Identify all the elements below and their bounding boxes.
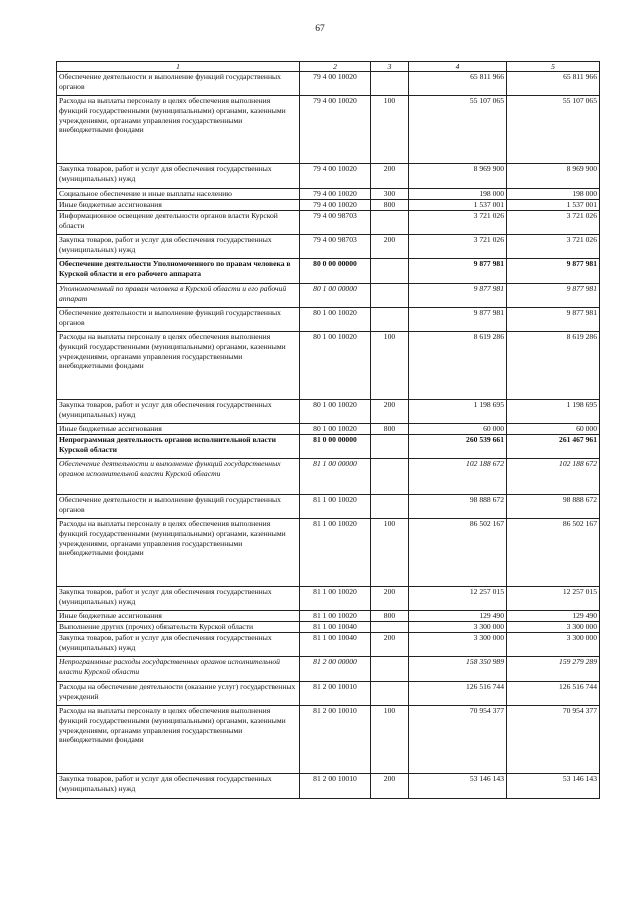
row-value-2: 98 888 672 bbox=[507, 495, 600, 519]
row-value-2: 3 721 026 bbox=[507, 235, 600, 259]
row-value-1: 126 516 744 bbox=[409, 682, 507, 706]
row-name: Социальное обеспечение и иные выплаты населению bbox=[57, 189, 300, 200]
row-type bbox=[371, 284, 409, 308]
row-type: 200 bbox=[371, 633, 409, 657]
row-type: 800 bbox=[371, 424, 409, 435]
row-type: 200 bbox=[371, 164, 409, 189]
row-value-2: 70 954 377 bbox=[507, 706, 600, 774]
table-row bbox=[57, 211, 600, 235]
row-code: 79 4 00 98703 bbox=[300, 211, 371, 235]
row-code: 80 1 00 00000 bbox=[300, 284, 371, 308]
row-value-2: 198 000 bbox=[507, 189, 600, 200]
row-name: Обеспечение деятельности Уполномоченного по правам человека в Курской области и его рабочего аппарата bbox=[57, 259, 300, 284]
row-type: 800 bbox=[371, 200, 409, 211]
table-row bbox=[57, 72, 600, 96]
row-value-1: 3 721 026 bbox=[409, 235, 507, 259]
row-name: Закупка товаров, работ и услуг для обеспечения государственных (муниципальных) нужд bbox=[57, 164, 300, 189]
row-code: 81 0 00 00000 bbox=[300, 435, 371, 459]
row-type bbox=[371, 682, 409, 706]
header-cell: 5 bbox=[507, 62, 600, 72]
table-row bbox=[57, 164, 600, 189]
row-value-2: 1 198 695 bbox=[507, 400, 600, 424]
row-value-1: 86 502 167 bbox=[409, 519, 507, 587]
row-value-1: 65 811 966 bbox=[409, 72, 507, 96]
table-row bbox=[57, 519, 600, 587]
row-value-1: 60 000 bbox=[409, 424, 507, 435]
row-value-2: 53 146 143 bbox=[507, 774, 600, 799]
row-value-1: 9 877 981 bbox=[409, 259, 507, 284]
row-code: 81 1 00 10020 bbox=[300, 519, 371, 587]
row-code: 79 4 00 10020 bbox=[300, 72, 371, 96]
row-value-2: 8 969 900 bbox=[507, 164, 600, 189]
budget-table bbox=[56, 61, 600, 799]
row-value-2: 9 877 981 bbox=[507, 284, 600, 308]
table-row bbox=[57, 774, 600, 799]
row-name: Обеспечение деятельности и выполнение функций государственных органов исполнительной власти Курской области bbox=[57, 459, 300, 495]
row-value-1: 12 257 015 bbox=[409, 587, 507, 611]
header-row bbox=[57, 62, 600, 72]
table-row bbox=[57, 495, 600, 519]
row-name: Иные бюджетные ассигнования bbox=[57, 611, 300, 622]
row-name: Закупка товаров, работ и услуг для обеспечения государственных (муниципальных) нужд bbox=[57, 633, 300, 657]
row-type: 200 bbox=[371, 587, 409, 611]
row-name: Расходы на обеспечение деятельности (оказание услуг) государственных учреждений bbox=[57, 682, 300, 706]
row-code: 81 2 00 10010 bbox=[300, 706, 371, 774]
table-row bbox=[57, 200, 600, 211]
row-code: 81 1 00 10020 bbox=[300, 611, 371, 622]
row-code: 79 4 00 10020 bbox=[300, 164, 371, 189]
row-type bbox=[371, 211, 409, 235]
header-cell: 1 bbox=[57, 62, 300, 72]
row-code: 80 1 00 10020 bbox=[300, 400, 371, 424]
row-name: Уполномоченный по правам человека в Курской области и его рабочий аппарат bbox=[57, 284, 300, 308]
row-value-1: 1 537 001 bbox=[409, 200, 507, 211]
row-type: 100 bbox=[371, 96, 409, 164]
row-value-2: 159 279 289 bbox=[507, 657, 600, 682]
row-type bbox=[371, 495, 409, 519]
row-code: 81 1 00 10020 bbox=[300, 587, 371, 611]
row-name: Обеспечение деятельности и выполнение функций государственных органов bbox=[57, 72, 300, 96]
row-value-1: 9 877 981 bbox=[409, 308, 507, 332]
row-value-1: 9 877 981 bbox=[409, 284, 507, 308]
row-value-2: 261 467 961 bbox=[507, 435, 600, 459]
row-code: 81 1 00 00000 bbox=[300, 459, 371, 495]
row-value-1: 102 188 672 bbox=[409, 459, 507, 495]
table-row bbox=[57, 235, 600, 259]
row-type: 100 bbox=[371, 706, 409, 774]
row-code: 80 1 00 10020 bbox=[300, 332, 371, 400]
row-code: 79 4 00 98703 bbox=[300, 235, 371, 259]
table-row bbox=[57, 189, 600, 200]
row-code: 81 1 00 10040 bbox=[300, 633, 371, 657]
table-row bbox=[57, 682, 600, 706]
row-value-2: 8 619 286 bbox=[507, 332, 600, 400]
row-value-1: 3 721 026 bbox=[409, 211, 507, 235]
row-name: Непрограммная деятельность органов исполнительной власти Курской области bbox=[57, 435, 300, 459]
row-type: 200 bbox=[371, 235, 409, 259]
table-row bbox=[57, 622, 600, 633]
row-value-2: 3 721 026 bbox=[507, 211, 600, 235]
row-type: 100 bbox=[371, 519, 409, 587]
row-code: 81 1 00 10040 bbox=[300, 622, 371, 633]
row-type bbox=[371, 308, 409, 332]
page-number: 67 bbox=[315, 24, 325, 34]
row-name: Обеспечение деятельности и выполнение функций государственных органов bbox=[57, 308, 300, 332]
row-value-2: 3 300 000 bbox=[507, 633, 600, 657]
row-value-1: 8 619 286 bbox=[409, 332, 507, 400]
row-value-1: 3 300 000 bbox=[409, 622, 507, 633]
row-type bbox=[371, 657, 409, 682]
row-code: 80 1 00 10020 bbox=[300, 424, 371, 435]
table-row bbox=[57, 259, 600, 284]
row-type bbox=[371, 459, 409, 495]
row-name: Расходы на выплаты персоналу в целях обеспечения выполнения функций государственными (муниципальными) органами, казенными учреждениями, органами управления государственными внебюджетными фондами bbox=[57, 519, 300, 587]
row-value-1: 55 107 065 bbox=[409, 96, 507, 164]
row-code: 79 4 00 10020 bbox=[300, 200, 371, 211]
row-value-1: 260 539 661 bbox=[409, 435, 507, 459]
table-row bbox=[57, 400, 600, 424]
table-row bbox=[57, 435, 600, 459]
row-name: Непрограммные расходы государственных органов исполнительной власти Курской области bbox=[57, 657, 300, 682]
row-type bbox=[371, 259, 409, 284]
row-value-2: 1 537 001 bbox=[507, 200, 600, 211]
row-value-2: 3 300 000 bbox=[507, 622, 600, 633]
row-name: Закупка товаров, работ и услуг для обеспечения государственных (муниципальных) нужд bbox=[57, 400, 300, 424]
row-name: Расходы на выплаты персоналу в целях обеспечения выполнения функций государственными (муниципальными) органами, казенными учреждениями, органами управления государственными внебюджетными фондами bbox=[57, 332, 300, 400]
row-type bbox=[371, 435, 409, 459]
row-code: 80 1 00 10020 bbox=[300, 308, 371, 332]
row-value-1: 129 490 bbox=[409, 611, 507, 622]
table-row bbox=[57, 308, 600, 332]
row-code: 79 4 00 10020 bbox=[300, 189, 371, 200]
row-name: Выполнение других (прочих) обязательств Курской области bbox=[57, 622, 300, 633]
row-value-1: 158 350 989 bbox=[409, 657, 507, 682]
row-value-1: 198 000 bbox=[409, 189, 507, 200]
row-code: 79 4 00 10020 bbox=[300, 96, 371, 164]
table-row bbox=[57, 424, 600, 435]
row-type: 800 bbox=[371, 611, 409, 622]
row-value-2: 126 516 744 bbox=[507, 682, 600, 706]
row-name: Расходы на выплаты персоналу в целях обеспечения выполнения функций государственными (муниципальными) органами, казенными учреждениями, органами управления государственными внебюджетными фондами bbox=[57, 96, 300, 164]
table-row bbox=[57, 587, 600, 611]
row-value-1: 8 969 900 bbox=[409, 164, 507, 189]
row-value-2: 65 811 966 bbox=[507, 72, 600, 96]
row-value-2: 12 257 015 bbox=[507, 587, 600, 611]
row-code: 81 2 00 00000 bbox=[300, 657, 371, 682]
table-row bbox=[57, 284, 600, 308]
table-row bbox=[57, 657, 600, 682]
row-value-1: 3 300 000 bbox=[409, 633, 507, 657]
table-row bbox=[57, 96, 600, 164]
row-name: Иные бюджетные ассигнования bbox=[57, 200, 300, 211]
row-type: 200 bbox=[371, 400, 409, 424]
row-value-2: 102 188 672 bbox=[507, 459, 600, 495]
row-name: Иные бюджетные ассигнования bbox=[57, 424, 300, 435]
table-row bbox=[57, 633, 600, 657]
table-row bbox=[57, 611, 600, 622]
row-value-2: 86 502 167 bbox=[507, 519, 600, 587]
row-value-2: 55 107 065 bbox=[507, 96, 600, 164]
row-name: Информационное освещение деятельности органов власти Курской области bbox=[57, 211, 300, 235]
row-type: 300 bbox=[371, 189, 409, 200]
row-code: 80 0 00 00000 bbox=[300, 259, 371, 284]
header-cell: 2 bbox=[300, 62, 371, 72]
table-row bbox=[57, 332, 600, 400]
row-type bbox=[371, 622, 409, 633]
row-type: 200 bbox=[371, 774, 409, 799]
row-type: 100 bbox=[371, 332, 409, 400]
row-value-1: 1 198 695 bbox=[409, 400, 507, 424]
row-value-1: 70 954 377 bbox=[409, 706, 507, 774]
row-value-1: 98 888 672 bbox=[409, 495, 507, 519]
row-name: Закупка товаров, работ и услуг для обеспечения государственных (муниципальных) нужд bbox=[57, 774, 300, 799]
row-value-2: 129 490 bbox=[507, 611, 600, 622]
row-name: Закупка товаров, работ и услуг для обеспечения государственных (муниципальных) нужд bbox=[57, 235, 300, 259]
table-row bbox=[57, 706, 600, 774]
header-cell: 4 bbox=[409, 62, 507, 72]
row-name: Закупка товаров, работ и услуг для обеспечения государственных (муниципальных) нужд bbox=[57, 587, 300, 611]
row-code: 81 2 00 10010 bbox=[300, 774, 371, 799]
row-value-2: 9 877 981 bbox=[507, 259, 600, 284]
header-cell: 3 bbox=[371, 62, 409, 72]
row-code: 81 2 00 10010 bbox=[300, 682, 371, 706]
row-type bbox=[371, 72, 409, 96]
row-code: 81 1 00 10020 bbox=[300, 495, 371, 519]
row-name: Расходы на выплаты персоналу в целях обеспечения выполнения функций государственными (муниципальными) органами, казенными учреждениями, органами управления государственными внебюджетными фондами bbox=[57, 706, 300, 774]
row-value-2: 9 877 981 bbox=[507, 308, 600, 332]
row-value-1: 53 146 143 bbox=[409, 774, 507, 799]
row-value-2: 60 000 bbox=[507, 424, 600, 435]
row-name: Обеспечение деятельности и выполнение функций государственных органов bbox=[57, 495, 300, 519]
table-row bbox=[57, 459, 600, 495]
